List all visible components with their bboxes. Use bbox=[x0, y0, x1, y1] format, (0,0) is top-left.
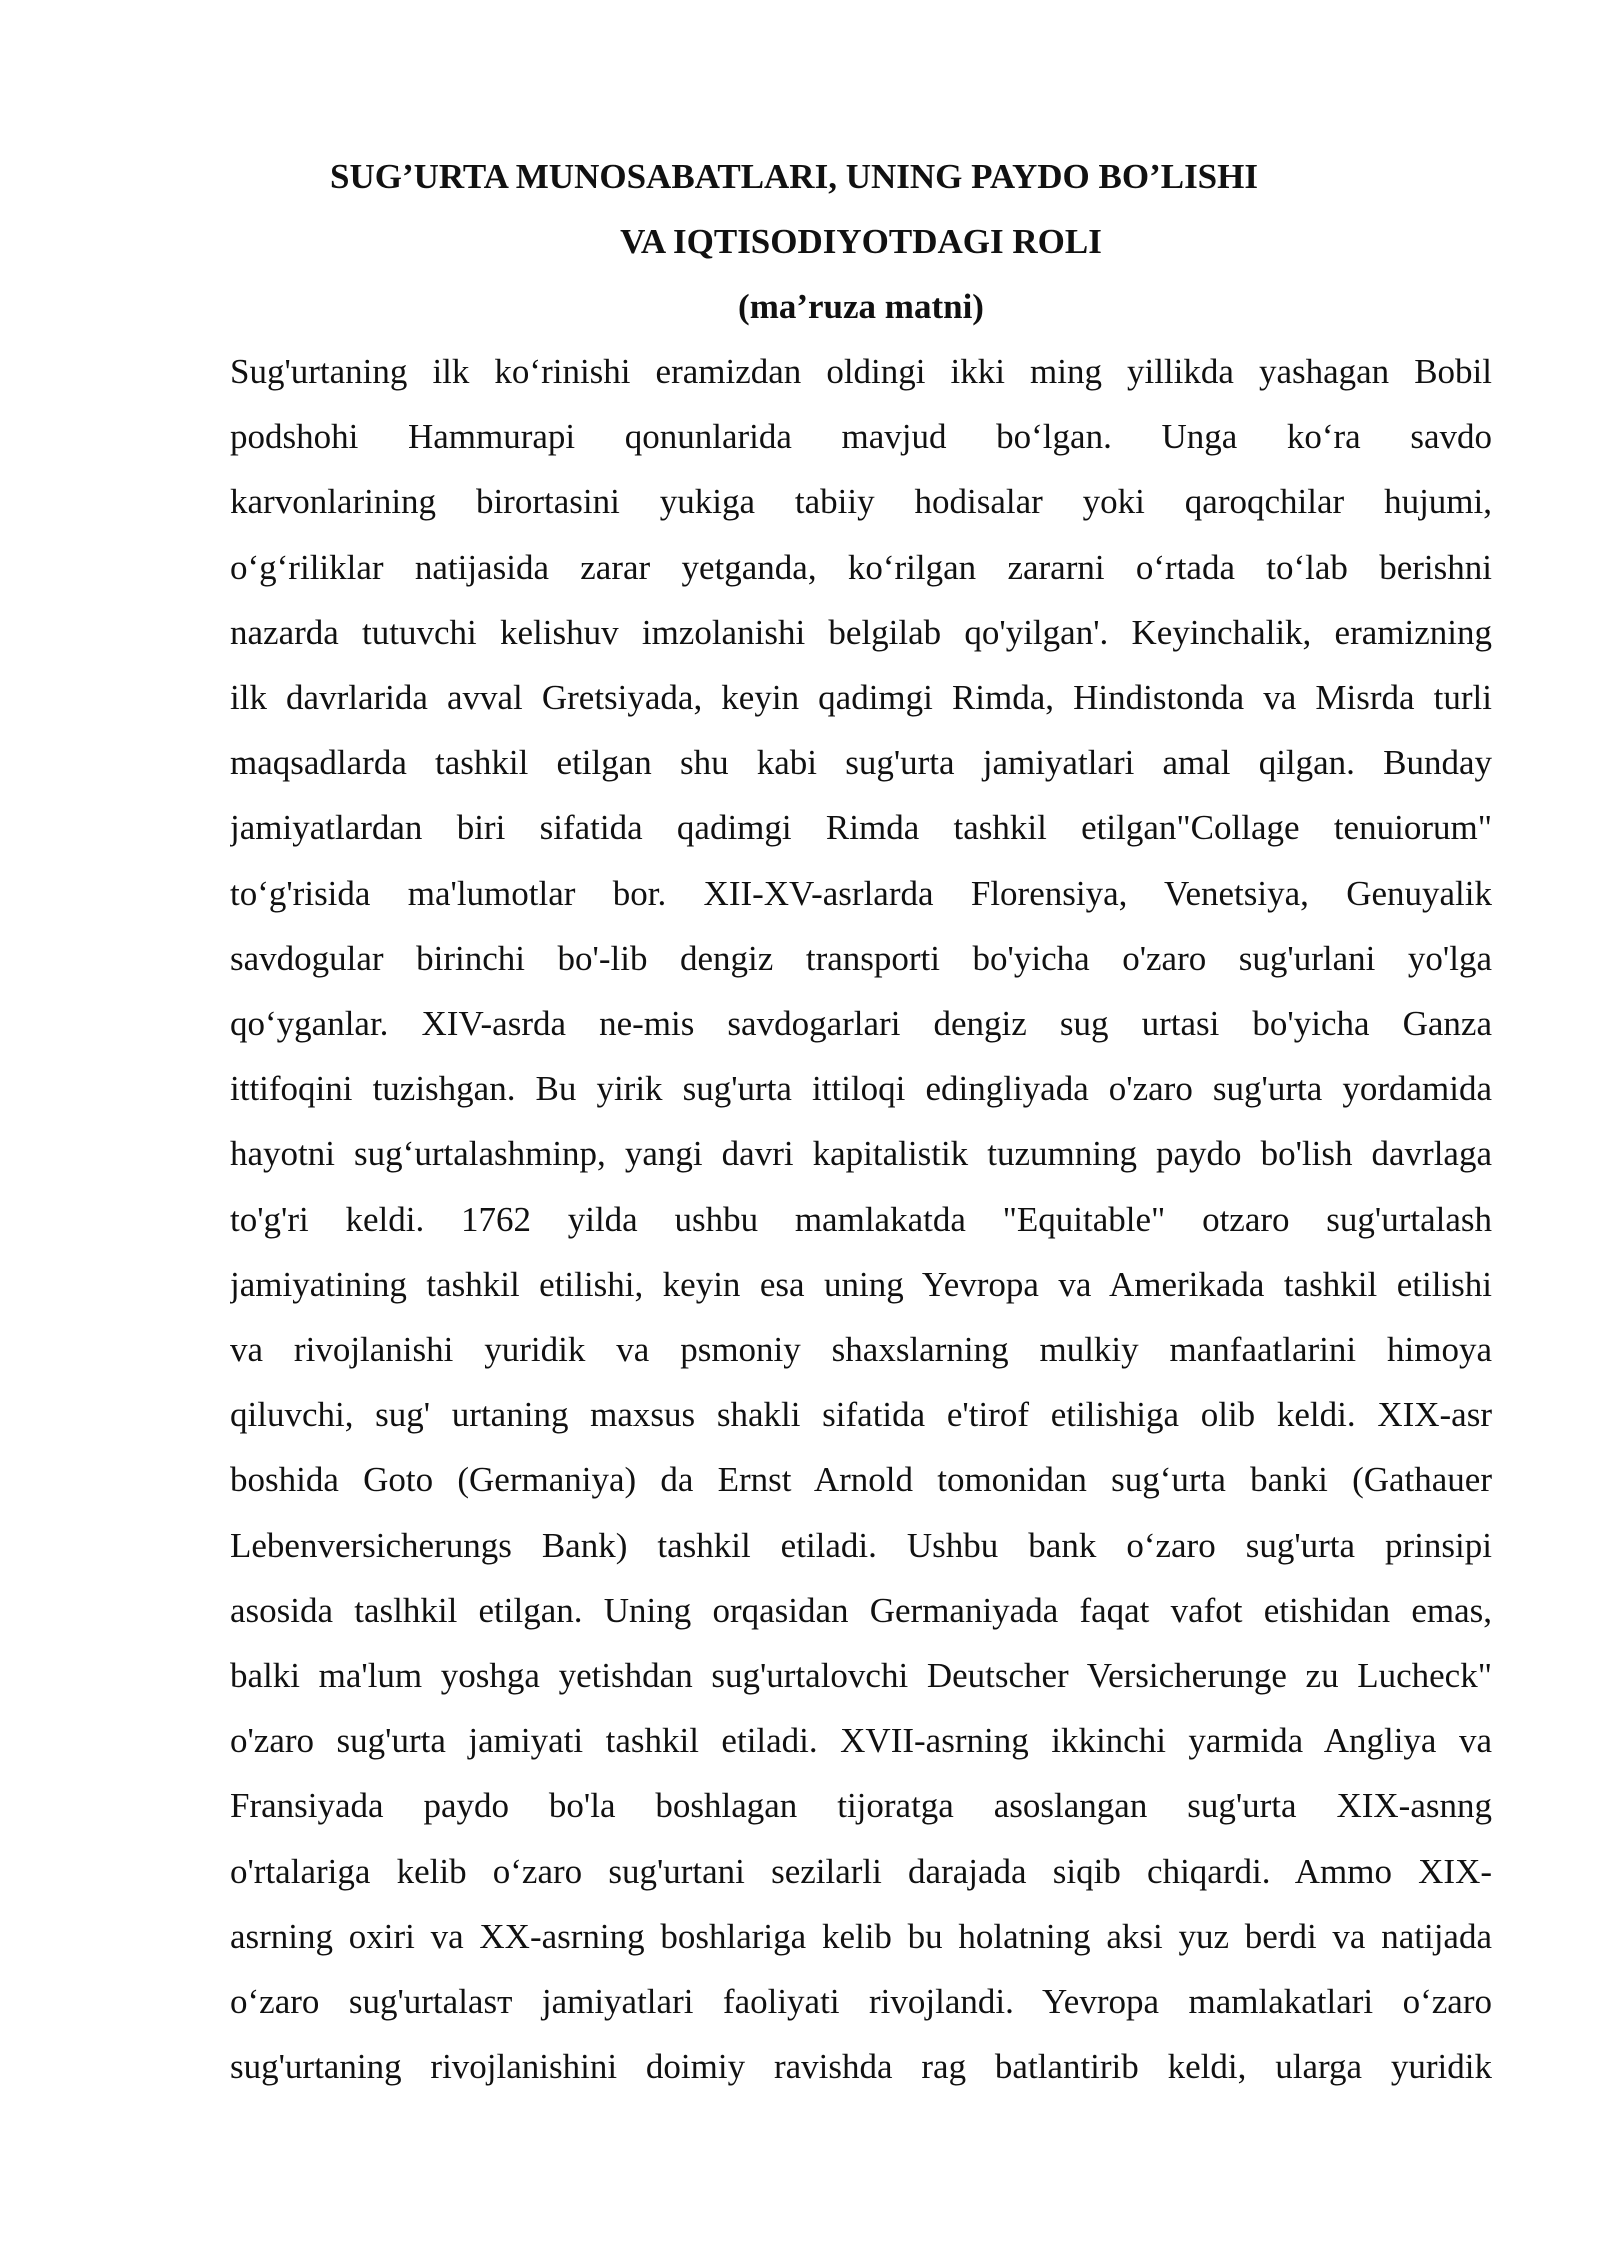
body-line: ittifoqini tuzishgan. Bu yirik sug'urta ittiloqi edingliyada o'zaro sug'urta yordamida bbox=[230, 1069, 1492, 1109]
body-line: jamiyatining tashkil etilishi, keyin esa uning Yevropa va Amerikada tashkil etilishi bbox=[230, 1264, 1492, 1304]
body-line: karvonlarining birortasini yukiga tabiiy hodisalar yoki qaroqchilar hujumi, bbox=[230, 482, 1492, 522]
body-line: qiluvchi, sug' urtaning maxsus shakli sifatida e'tirof etilishiga olib keldi. XIX-asr bbox=[230, 1395, 1492, 1435]
body-line: qo‘yganlar. XIV-asrda ne-mis savdogarlari dengiz sug urtasi bo'yicha Ganza bbox=[230, 1004, 1492, 1044]
body-line: podshohi Hammurapi qonunlarida mavjud bo‘lgan. Unga ko‘ra savdo bbox=[230, 417, 1492, 457]
document-title-line-1: SUG’URTA MUNOSABATLARI, UNING PAYDO BO’LISHI bbox=[329, 157, 1258, 196]
body-line: o‘g‘riliklar natijasida zarar yetganda, ko‘rilgan zararni o‘rtada to‘lab berishni bbox=[230, 547, 1492, 587]
body-line: hayotni sug‘urtalashminp, yangi davri kapitalistik tuzumning paydo bo'lish davrlaga bbox=[230, 1134, 1492, 1174]
body-line: nazarda tutuvchi kelishuv imzolanishi belgilab qo'yilgan'. Keyinchalik, eramizning bbox=[230, 612, 1492, 652]
body-line: to'g'ri keldi. 1762 yilda ushbu mamlakatda "Equitable" otzaro sug'urtalash bbox=[230, 1199, 1492, 1239]
body-line: Lebenversicherungs Bank) tashkil etiladi. Ushbu bank o‘zaro sug'urta prinsipi bbox=[230, 1525, 1492, 1565]
body-line: savdogular birinchi bo'-lib dengiz transporti bo'yicha o'zaro sug'urlani yo'lga bbox=[230, 938, 1492, 978]
body-line: balki ma'lum yoshga yetishdan sug'urtalovchi Deutscher Versicherunge zu Lucheck" bbox=[230, 1656, 1492, 1696]
body-paragraph bbox=[230, 339, 1492, 2159]
body-line: boshida Goto (Germaniya) da Ernst Arnold tomonidan sug‘urta banki (Gathauer bbox=[230, 1460, 1492, 1500]
body-line: Sug'urtaning ilk ko‘rinishi eramizdan oldingi ikki ming yillikda yashagan Bobil bbox=[230, 352, 1492, 391]
document-subtitle: (ma’ruza matni) bbox=[738, 287, 984, 326]
body-line: asrning oxiri va XX-asrning boshlariga kelib bu holatning aksi yuz berdi va natijada bbox=[230, 1916, 1492, 1956]
body-line: maqsadlarda tashkil etilgan shu kabi sug'urta jamiyatlari amal qilgan. Bunday bbox=[230, 743, 1492, 783]
body-line: to‘g'risida ma'lumotlar bor. XII-XV-asrlarda Florensiya, Venetsiya, Genuyalik bbox=[230, 873, 1492, 913]
body-line: va rivojlanishi yuridik va psmoniy shaxslarning mulkiy manfaatlarini himoya bbox=[230, 1330, 1492, 1370]
body-line: o‘zaro sug'urtalasт jamiyatlari faoliyati rivojlandi. Yevropa mamlakatlari o‘zaro bbox=[230, 1982, 1492, 2022]
body-line: sug'urtaning rivojlanishini doimiy ravishda rag batlantirib keldi, ularga yuridik bbox=[230, 2047, 1492, 2087]
document-title-line-2: VA IQTISODIYOTDAGI ROLI bbox=[620, 222, 1102, 261]
body-line: o'rtalariga kelib o‘zaro sug'urtani sezilarli darajada siqib chiqardi. Ammo XIX- bbox=[230, 1851, 1492, 1891]
body-line: ilk davrlarida avval Gretsiyada, keyin qadimgi Rimda, Hindistonda va Misrda turli bbox=[230, 678, 1492, 718]
body-line: Fransiyada paydo bo'la boshlagan tijoratga asoslangan sug'urta XIX-asnng bbox=[230, 1786, 1492, 1826]
body-line: jamiyatlardan biri sifatida qadimgi Rimda tashkil etilgan"Collage tenuiorum" bbox=[230, 808, 1492, 848]
body-line: o'zaro sug'urta jamiyati tashkil etiladi. XVII-asrning ikkinchi yarmida Angliya va bbox=[230, 1721, 1492, 1761]
body-line: asosida taslhkil etilgan. Uning orqasidan Germaniyada faqat vafot etishidan emas, bbox=[230, 1590, 1492, 1630]
